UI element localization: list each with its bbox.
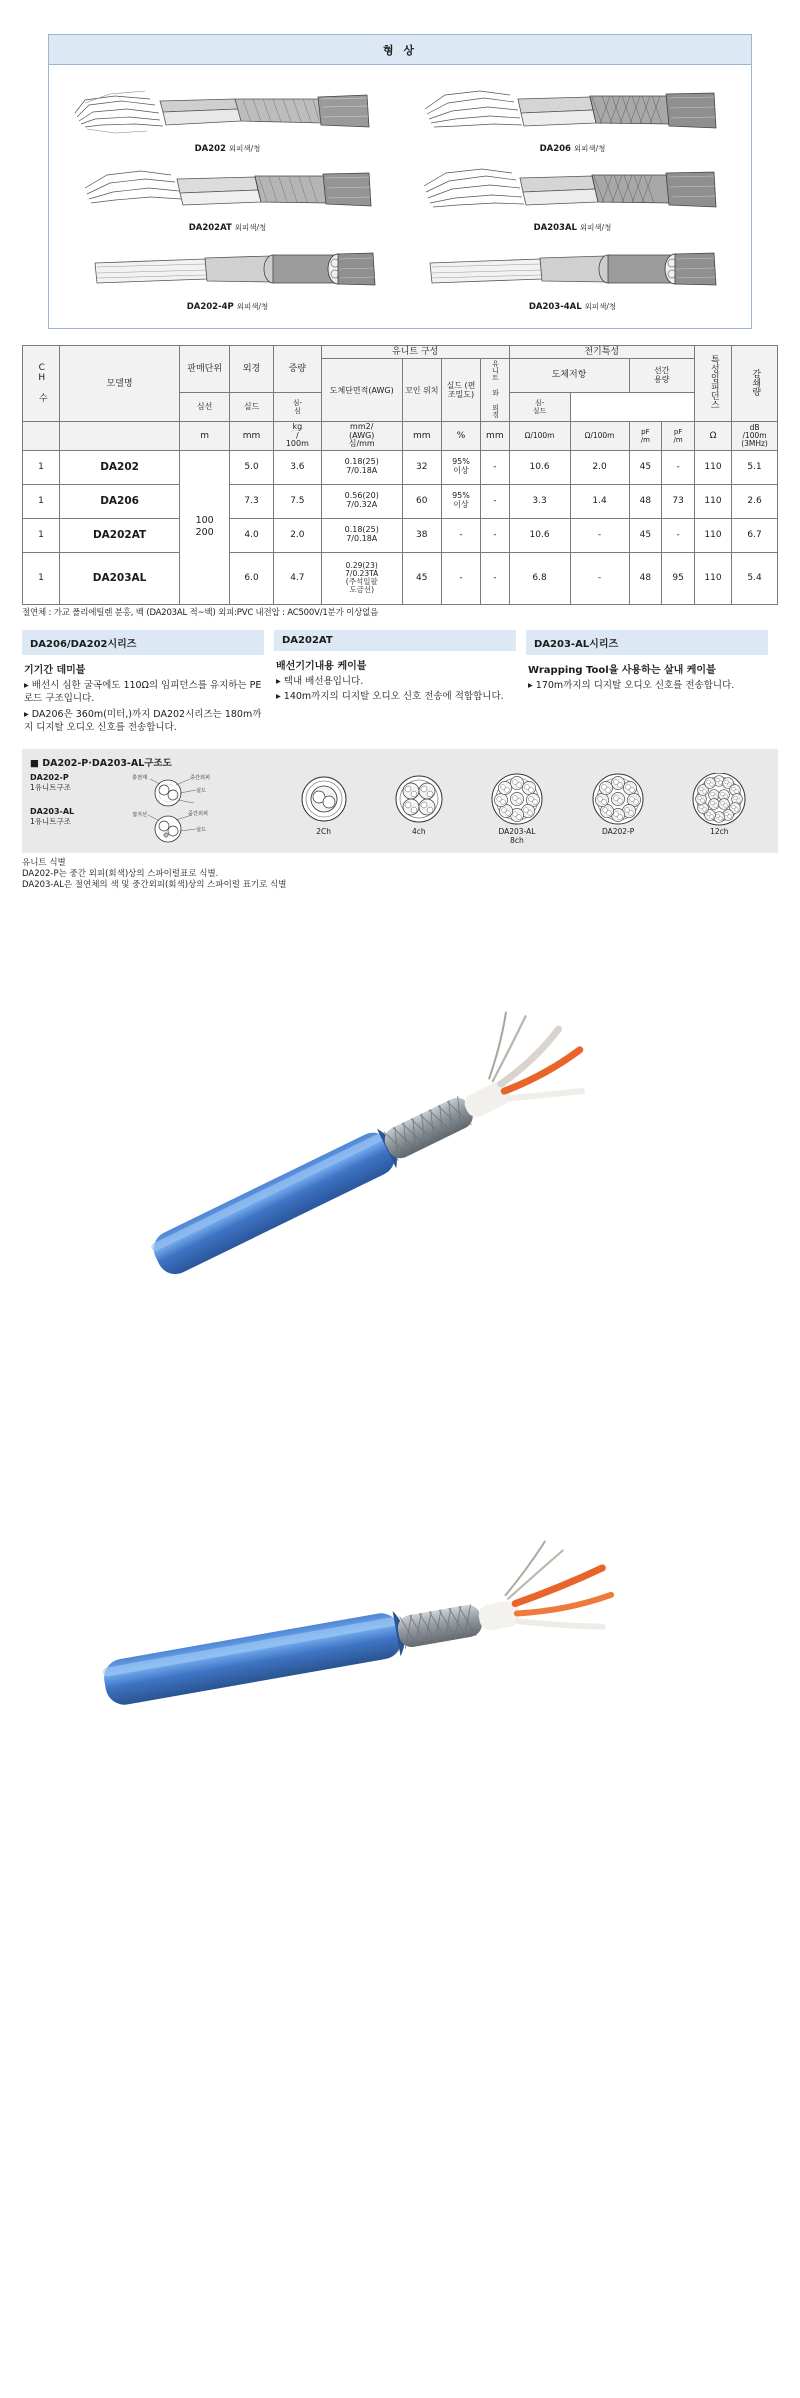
shape-panel bbox=[48, 34, 752, 329]
table-row bbox=[23, 450, 778, 484]
shape-item-da203-4al bbox=[400, 237, 745, 316]
cross-section-12ch bbox=[690, 773, 748, 845]
header-impedance: 특성임피던스 bbox=[694, 346, 731, 422]
bottom-note-line: 유니트 식별 bbox=[22, 857, 66, 868]
cross-section-label: 4ch bbox=[411, 826, 426, 836]
cell-attenuation: 2.6 bbox=[732, 484, 778, 518]
bottom-note-line: DA202-P는 중간 외피(회색)상의 스파이럴표로 식별. bbox=[22, 868, 219, 879]
table-row bbox=[23, 484, 778, 518]
header-res-shield: 실드 bbox=[230, 392, 274, 422]
cell-impedance: 110 bbox=[694, 552, 731, 604]
unit-impedance: Ω bbox=[694, 422, 731, 450]
structure-inner bbox=[30, 773, 770, 845]
cell-cap-core: 45 bbox=[629, 450, 662, 484]
header-outer-dia: 외경 bbox=[230, 346, 274, 393]
shape-label bbox=[55, 301, 400, 312]
cell-cap-shield: 73 bbox=[662, 484, 695, 518]
info-head: DA206/DA202시리즈 bbox=[22, 630, 264, 655]
cable-photo-2 bbox=[0, 1450, 800, 1810]
cell-shield: 95% 이상 bbox=[441, 450, 480, 484]
table-units-row bbox=[23, 422, 778, 450]
cell-res-shield: - bbox=[570, 552, 629, 604]
cell-unit-dia: - bbox=[481, 484, 509, 518]
cell-cap-shield: 95 bbox=[662, 552, 695, 604]
unit-cap-core: pF /m bbox=[629, 422, 662, 450]
info-body-line: ▸ 배선시 심한 굴곡에도 110Ω의 임피던스를 유지하는 PE로드 구조입니다. bbox=[24, 679, 262, 705]
unit-res-core: Ω/100m bbox=[509, 422, 570, 450]
legend-desc: 1유니트구조 bbox=[30, 782, 71, 792]
cell-weight: 2.0 bbox=[273, 518, 321, 552]
unit-weight: kg / 100m bbox=[273, 422, 321, 450]
cell-cap-shield: - bbox=[662, 518, 695, 552]
cell-outer-dia: 7.3 bbox=[230, 484, 274, 518]
svg-text:중간외피: 중간외피 bbox=[190, 774, 211, 781]
cell-model: DA206 bbox=[60, 484, 180, 518]
structure-title: ■ DA202-P·DA203-AL구조도 bbox=[30, 757, 172, 769]
cable-illustration-da202at bbox=[55, 158, 400, 220]
table-row bbox=[23, 552, 778, 604]
header-cap-shield: 심- 실드 bbox=[509, 392, 570, 422]
info-body-line: ▸ 택내 배선용입니다. bbox=[276, 675, 364, 687]
spec-table bbox=[22, 345, 778, 605]
svg-text:충전재: 충전재 bbox=[132, 774, 148, 781]
cell-res-core: 10.6 bbox=[509, 450, 570, 484]
cell-ch: 1 bbox=[23, 484, 60, 518]
table-row bbox=[23, 518, 778, 552]
info-title: 배선기기내용 케이블 bbox=[276, 660, 367, 672]
shape-panel-header: 형 상 bbox=[49, 35, 751, 65]
header-conductor: 도체단면적(AWG) bbox=[321, 359, 402, 422]
structure-cable-cross-sections bbox=[276, 773, 770, 845]
header-capacitance: 선간 용량 bbox=[629, 359, 694, 392]
cell-weight: 7.5 bbox=[273, 484, 321, 518]
shape-item-da203al bbox=[400, 158, 745, 237]
cross-section-label: DA203-AL bbox=[498, 826, 536, 836]
shape-model-name: DA202AT bbox=[188, 223, 232, 233]
unit-cap-shield: pF /m bbox=[662, 422, 695, 450]
cross-section-8ch-da203al bbox=[488, 773, 546, 845]
header-electrical: 전기특성 bbox=[509, 346, 694, 359]
info-columns bbox=[22, 630, 778, 737]
info-body-line: ▸ 170m까지의 디지탈 오디오 신호를 전송합니다. bbox=[528, 679, 735, 691]
unit-model bbox=[60, 422, 180, 450]
shape-row bbox=[55, 79, 745, 158]
shape-row bbox=[55, 237, 745, 316]
info-body-line: ▸ 140m까지의 디지탈 오디오 신호 전송에 적합합니다. bbox=[276, 691, 504, 703]
svg-text:실드: 실드 bbox=[196, 787, 207, 794]
legend-desc: 1유니트구조 bbox=[30, 817, 71, 827]
cable-illustration-da203al bbox=[400, 158, 745, 220]
info-body bbox=[276, 675, 516, 704]
cell-weight: 3.6 bbox=[273, 450, 321, 484]
shape-label bbox=[55, 222, 400, 233]
unit-twist: mm bbox=[402, 422, 441, 450]
cell-impedance: 110 bbox=[694, 484, 731, 518]
cable-illustration-da202 bbox=[55, 79, 400, 141]
header-res-core: 심선 bbox=[180, 392, 230, 422]
info-head: DA203-AL시리즈 bbox=[526, 630, 768, 655]
cable-illustration-da203-4al bbox=[400, 237, 745, 299]
cell-twist: 60 bbox=[402, 484, 441, 518]
cell-outer-dia: 5.0 bbox=[230, 450, 274, 484]
cell-shield: - bbox=[441, 552, 480, 604]
header-twist: 꼬인 위치 bbox=[402, 359, 441, 422]
header-unit-dia: 유니트 와 외경 bbox=[481, 359, 509, 422]
shape-item-da202 bbox=[55, 79, 400, 158]
shape-model-suffix: 외피색/청 bbox=[584, 302, 617, 311]
cross-section-label: DA202-P bbox=[601, 826, 635, 836]
cell-shield: - bbox=[441, 518, 480, 552]
shape-model-name: DA202-4P bbox=[186, 302, 234, 312]
shape-model-suffix: 외피색/청 bbox=[579, 223, 612, 232]
header-weight: 중량 bbox=[273, 346, 321, 393]
shape-model-suffix: 외피색/청 bbox=[236, 302, 269, 311]
info-column-da203al bbox=[526, 630, 778, 737]
cell-res-shield: - bbox=[570, 518, 629, 552]
cell-res-shield: 2.0 bbox=[570, 450, 629, 484]
header-sales-unit: 판매단위 bbox=[180, 346, 230, 393]
unit-attenuation: dB /100m (3MHz) bbox=[732, 422, 778, 450]
shape-row bbox=[55, 158, 745, 237]
info-title: Wrapping Tool을 사용하는 살내 케이블 bbox=[528, 664, 716, 676]
shape-item-da206 bbox=[400, 79, 745, 158]
cell-impedance: 110 bbox=[694, 450, 731, 484]
shape-item-da202at bbox=[55, 158, 400, 237]
cross-section-4ch bbox=[393, 773, 445, 845]
cell-outer-dia: 6.0 bbox=[230, 552, 274, 604]
cable-illustration-da206 bbox=[400, 79, 745, 141]
cable-photo-1 bbox=[0, 962, 800, 1322]
cell-model: DA202AT bbox=[60, 518, 180, 552]
cell-conductor: 0.56(20) 7/0.32A bbox=[321, 484, 402, 518]
cell-outer-dia: 4.0 bbox=[230, 518, 274, 552]
structure-legend bbox=[30, 773, 126, 827]
cell-ch: 1 bbox=[23, 518, 60, 552]
info-column-da206-da202 bbox=[22, 630, 274, 737]
header-unit-config: 유니트 구성 bbox=[321, 346, 509, 359]
cell-twist: 38 bbox=[402, 518, 441, 552]
cell-unit-dia: - bbox=[481, 518, 509, 552]
svg-text:실드: 실드 bbox=[196, 826, 207, 833]
shape-model-suffix: 외피색/청 bbox=[228, 144, 261, 153]
cell-twist: 32 bbox=[402, 450, 441, 484]
cell-model: DA202 bbox=[60, 450, 180, 484]
shape-model-name: DA206 bbox=[539, 144, 571, 154]
header-resistance: 도체저항 bbox=[509, 359, 629, 392]
shape-model-name: DA202 bbox=[194, 144, 226, 154]
header-cap-core: 심- 심 bbox=[273, 392, 321, 422]
info-column-da202at bbox=[274, 630, 526, 737]
cell-attenuation: 5.4 bbox=[732, 552, 778, 604]
cross-section-sublabel: 8ch bbox=[510, 835, 524, 845]
shape-model-name: DA203AL bbox=[533, 223, 577, 233]
spec-table-footnote: 절연체 : 가교 폴리에틸렌 분홍, 백 (DA203AL 적~백) 외피:PVC 내전압 : AC500V/1분가 이상없음 bbox=[22, 607, 379, 618]
header-model: 모델명 bbox=[60, 346, 180, 422]
cable-illustration-da202-4p bbox=[55, 237, 400, 299]
cell-ch: 1 bbox=[23, 552, 60, 604]
cell-cap-core: 48 bbox=[629, 484, 662, 518]
cross-section-da202p bbox=[589, 773, 647, 845]
cell-conductor: 0.18(25) 7/0.18A bbox=[321, 518, 402, 552]
spec-table-wrapper bbox=[22, 345, 778, 605]
structure-callout-diagram bbox=[126, 773, 276, 845]
info-body-line: ▸ DA206은 360m(미터,)까지 DA202시리즈는 180m까지 디지탈 오디오 신호를 전송합니다. bbox=[24, 708, 262, 734]
cell-model: DA203AL bbox=[60, 552, 180, 604]
info-head: DA202AT bbox=[274, 630, 516, 651]
cross-section-label: 12ch bbox=[710, 826, 729, 836]
table-header-group-row bbox=[23, 346, 778, 359]
shape-model-name: DA203-4AL bbox=[528, 302, 582, 312]
structure-legend-da202p bbox=[30, 773, 126, 793]
bottom-note bbox=[22, 858, 778, 892]
structure-legend-da203al bbox=[30, 807, 126, 827]
shape-item-da202-4p bbox=[55, 237, 400, 316]
cell-unit-dia: - bbox=[481, 450, 509, 484]
shape-label bbox=[400, 301, 745, 312]
shape-model-suffix: 외피색/청 bbox=[234, 223, 267, 232]
cell-cap-core: 45 bbox=[629, 518, 662, 552]
header-ch: CH 수 bbox=[23, 346, 60, 422]
legend-model: DA203-AL bbox=[30, 806, 75, 816]
cell-cap-core: 48 bbox=[629, 552, 662, 604]
shape-label bbox=[400, 143, 745, 154]
structure-panel bbox=[22, 749, 778, 853]
cell-conductor: 0.18(25) 7/0.18A bbox=[321, 450, 402, 484]
cell-ch: 1 bbox=[23, 450, 60, 484]
cell-twist: 45 bbox=[402, 552, 441, 604]
cell-res-core: 10.6 bbox=[509, 518, 570, 552]
cell-attenuation: 5.1 bbox=[732, 450, 778, 484]
cell-res-shield: 1.4 bbox=[570, 484, 629, 518]
info-title: 기기간 데미블 bbox=[24, 664, 86, 676]
cross-section-2ch bbox=[298, 773, 350, 845]
cell-cap-shield: - bbox=[662, 450, 695, 484]
unit-ch bbox=[23, 422, 60, 450]
shape-model-suffix: 외피색/청 bbox=[573, 144, 606, 153]
page-root bbox=[0, 34, 800, 1810]
unit-shield: % bbox=[441, 422, 480, 450]
cell-sales-unit: 100 200 bbox=[180, 450, 230, 604]
cell-weight: 4.7 bbox=[273, 552, 321, 604]
svg-text:중간외피: 중간외피 bbox=[188, 810, 209, 817]
shape-label bbox=[400, 222, 745, 233]
svg-text:접지선: 접지선 bbox=[132, 811, 148, 818]
shape-panel-body bbox=[49, 65, 751, 328]
info-body bbox=[528, 679, 768, 692]
info-body bbox=[24, 679, 264, 735]
bottom-note-line: DA203-AL은 절연체의 색 및 중간외피(회색)상의 스파이럴 표기로 식별 bbox=[22, 880, 287, 891]
legend-model: DA202-P bbox=[30, 772, 69, 782]
cell-impedance: 110 bbox=[694, 518, 731, 552]
unit-conductor: mm2/ (AWG) 심/mm bbox=[321, 422, 402, 450]
cell-res-core: 3.3 bbox=[509, 484, 570, 518]
cell-conductor: 0.29(23) 7/0.23TA (주석일팔 도금선) bbox=[321, 552, 402, 604]
cell-unit-dia: - bbox=[481, 552, 509, 604]
cell-attenuation: 6.7 bbox=[732, 518, 778, 552]
unit-outer: mm bbox=[230, 422, 274, 450]
unit-res-shield: Ω/100m bbox=[570, 422, 629, 450]
cell-res-core: 6.8 bbox=[509, 552, 570, 604]
cell-shield: 95% 이상 bbox=[441, 484, 480, 518]
cross-section-label: 2Ch bbox=[316, 826, 331, 836]
unit-sales: m bbox=[180, 422, 230, 450]
header-shield-density: 실드 (편조밀도) bbox=[441, 359, 480, 422]
header-attenuation: 감쇄량 bbox=[732, 346, 778, 422]
unit-unitdia: mm bbox=[481, 422, 509, 450]
shape-label bbox=[55, 143, 400, 154]
